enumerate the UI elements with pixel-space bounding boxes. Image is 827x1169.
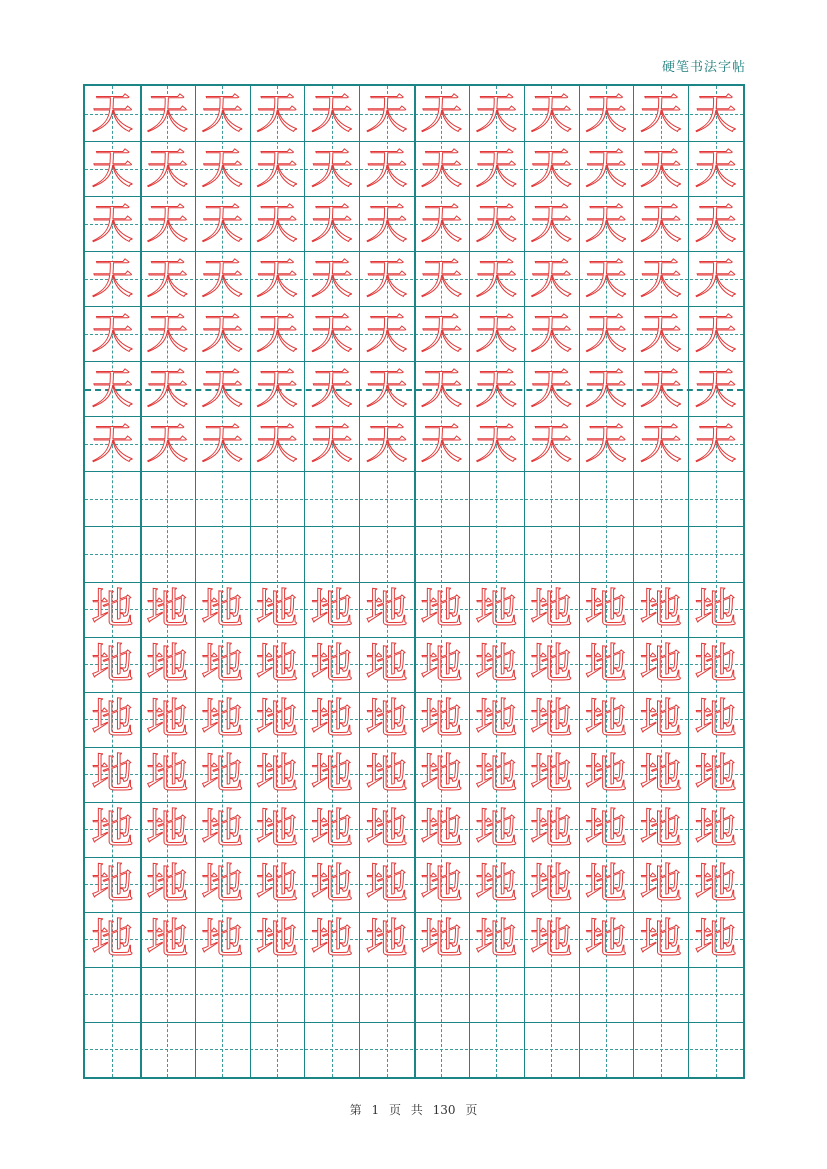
practice-character: 地 [91,804,134,854]
practice-character: 天 [146,198,189,248]
practice-character: 天 [255,363,298,413]
practice-character: 天 [639,198,682,248]
practice-character: 天 [420,253,463,303]
practice-character: 天 [584,418,627,468]
practice-character: 地 [310,694,353,744]
practice-character: 地 [365,804,408,854]
page-footer [0,1101,827,1118]
practice-character: 天 [694,363,737,413]
practice-character: 地 [530,859,573,909]
practice-character: 地 [255,639,298,689]
practice-character: 地 [475,584,518,634]
practice-character: 天 [255,88,298,138]
practice-character: 地 [639,804,682,854]
practice-character: 地 [255,749,298,799]
practice-character: 天 [91,253,134,303]
practice-character: 天 [146,143,189,193]
practice-character: 天 [146,253,189,303]
practice-character: 天 [584,198,627,248]
practice-character: 地 [475,694,518,744]
practice-character: 地 [584,859,627,909]
practice-character: 地 [420,914,463,964]
practice-character: 地 [420,804,463,854]
practice-character: 地 [639,694,682,744]
practice-character: 天 [310,143,353,193]
practice-character: 地 [530,914,573,964]
practice-character: 天 [420,198,463,248]
practice-character: 地 [639,639,682,689]
practice-character: 地 [255,804,298,854]
practice-character: 天 [475,418,518,468]
practice-character: 天 [365,308,408,358]
practice-character: 天 [584,308,627,358]
practice-character: 天 [310,88,353,138]
practice-character: 天 [255,143,298,193]
practice-character: 天 [365,418,408,468]
practice-character: 天 [530,88,573,138]
practice-character: 地 [310,749,353,799]
practice-character: 天 [530,363,573,413]
footer-label-page: 第 [349,1103,362,1117]
practice-character: 天 [639,253,682,303]
practice-character: 地 [146,749,189,799]
practice-character: 天 [639,88,682,138]
practice-character: 地 [201,639,244,689]
practice-character: 地 [530,694,573,744]
practice-character: 天 [584,253,627,303]
practice-character: 天 [255,418,298,468]
practice-character: 天 [146,308,189,358]
footer-label-page-unit: 页 [388,1103,401,1117]
practice-character: 天 [91,418,134,468]
corner-mark [100,1078,127,1079]
practice-character: 地 [91,859,134,909]
practice-character: 地 [584,584,627,634]
practice-character: 天 [420,418,463,468]
practice-character: 天 [694,418,737,468]
practice-character: 地 [530,804,573,854]
footer-label-total: 共 [410,1103,423,1117]
practice-character: 天 [530,308,573,358]
practice-character: 地 [365,694,408,744]
practice-character: 地 [475,859,518,909]
practice-character: 地 [146,584,189,634]
practice-character: 天 [475,88,518,138]
practice-character: 天 [475,253,518,303]
practice-character: 地 [584,749,627,799]
practice-character: 地 [584,804,627,854]
practice-character: 天 [201,363,244,413]
practice-character: 地 [201,694,244,744]
practice-character: 地 [694,914,737,964]
practice-character: 天 [310,418,353,468]
practice-character: 地 [201,749,244,799]
practice-character: 天 [530,418,573,468]
practice-character: 地 [639,749,682,799]
practice-character: 天 [694,253,737,303]
practice-character: 天 [694,88,737,138]
practice-character: 天 [310,253,353,303]
practice-character: 天 [365,198,408,248]
practice-character: 地 [91,694,134,744]
practice-character: 天 [584,88,627,138]
practice-character: 地 [146,914,189,964]
practice-character: 地 [420,749,463,799]
practice-character: 天 [91,308,134,358]
practice-character: 地 [365,749,408,799]
practice-character: 天 [201,143,244,193]
practice-character: 天 [310,308,353,358]
practice-character: 地 [584,914,627,964]
practice-character: 天 [310,198,353,248]
practice-character: 天 [694,198,737,248]
practice-character: 天 [694,308,737,358]
practice-character: 天 [420,143,463,193]
practice-character: 天 [201,253,244,303]
practice-character: 天 [201,198,244,248]
practice-character: 天 [694,143,737,193]
practice-character: 天 [639,308,682,358]
practice-character: 地 [365,639,408,689]
practice-character: 地 [530,749,573,799]
practice-character: 天 [639,418,682,468]
practice-character: 地 [639,914,682,964]
practice-character: 天 [91,198,134,248]
practice-character: 天 [201,308,244,358]
practice-character: 地 [91,639,134,689]
practice-character: 天 [420,88,463,138]
practice-character: 天 [201,418,244,468]
practice-character: 天 [365,363,408,413]
practice-character: 地 [420,639,463,689]
footer-current-page: 1 [371,1103,380,1117]
practice-character: 天 [584,363,627,413]
practice-character: 天 [201,88,244,138]
practice-character: 地 [201,859,244,909]
practice-character: 天 [365,143,408,193]
practice-character: 地 [201,804,244,854]
practice-character: 地 [694,639,737,689]
practice-character: 地 [255,859,298,909]
practice-character: 地 [255,694,298,744]
practice-character: 地 [310,914,353,964]
practice-character: 天 [255,198,298,248]
footer-label-total-unit: 页 [465,1103,478,1117]
practice-character: 地 [91,749,134,799]
practice-character: 地 [365,914,408,964]
practice-character: 地 [475,804,518,854]
practice-grid-sheet [83,84,745,1079]
footer-total-pages: 130 [432,1103,456,1117]
practice-character: 天 [639,143,682,193]
practice-character: 天 [584,143,627,193]
practice-character: 天 [146,418,189,468]
practice-character: 地 [475,639,518,689]
practice-character: 地 [91,914,134,964]
practice-character: 地 [255,584,298,634]
practice-character: 天 [365,253,408,303]
practice-character: 地 [146,639,189,689]
practice-character: 天 [310,363,353,413]
practice-character: 地 [91,584,134,634]
practice-character: 地 [310,584,353,634]
practice-character: 地 [365,584,408,634]
practice-character: 地 [694,694,737,744]
practice-character: 天 [146,363,189,413]
practice-character: 天 [530,143,573,193]
practice-character: 天 [420,308,463,358]
practice-character: 地 [146,859,189,909]
practice-character: 地 [694,584,737,634]
practice-character: 天 [420,363,463,413]
practice-character: 地 [310,804,353,854]
practice-character: 地 [639,859,682,909]
practice-character: 地 [310,859,353,909]
practice-character: 天 [530,253,573,303]
practice-character: 天 [146,88,189,138]
practice-character: 地 [146,804,189,854]
practice-character: 地 [584,639,627,689]
practice-character: 地 [420,694,463,744]
practice-character: 地 [365,859,408,909]
practice-character: 天 [530,198,573,248]
practice-character: 天 [475,363,518,413]
practice-character: 地 [475,749,518,799]
practice-character: 地 [584,694,627,744]
practice-character: 天 [639,363,682,413]
practice-character: 地 [639,584,682,634]
practice-character: 天 [365,88,408,138]
practice-character: 天 [475,308,518,358]
practice-character: 地 [694,804,737,854]
practice-character: 天 [255,308,298,358]
practice-character: 地 [694,859,737,909]
practice-character: 地 [530,584,573,634]
practice-character: 地 [475,914,518,964]
practice-character: 地 [201,584,244,634]
practice-character: 地 [255,914,298,964]
practice-character: 地 [420,584,463,634]
practice-character: 天 [255,253,298,303]
practice-character: 地 [310,639,353,689]
practice-character: 天 [475,143,518,193]
practice-character: 天 [91,143,134,193]
practice-character: 天 [91,363,134,413]
practice-character: 地 [420,859,463,909]
practice-character: 地 [530,639,573,689]
practice-character: 天 [91,88,134,138]
page-header-title: 硬笔书法字帖 [661,60,746,75]
practice-character: 地 [146,694,189,744]
practice-character: 地 [201,914,244,964]
practice-character: 天 [475,198,518,248]
practice-character: 地 [694,749,737,799]
